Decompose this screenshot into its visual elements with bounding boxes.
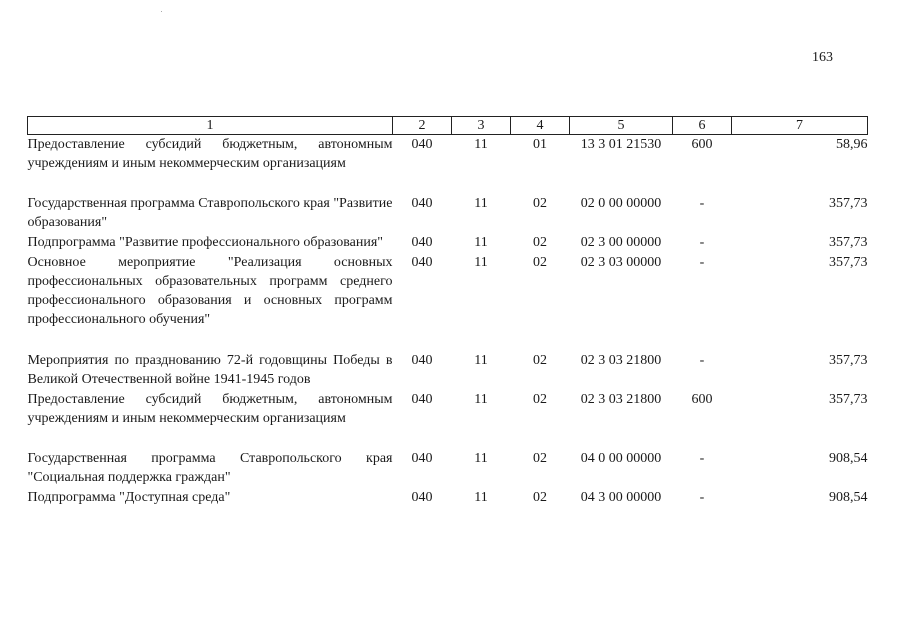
- table-row: [28, 253, 868, 351]
- row-col-2: 040: [411, 255, 433, 270]
- table-row: [28, 351, 868, 390]
- row-col-6: -: [699, 353, 705, 368]
- header-col-7: 7: [732, 117, 868, 135]
- row-col-5: 04 0 00 00000: [580, 451, 662, 466]
- row-col-6: -: [699, 235, 705, 250]
- row-col-3: 11: [474, 451, 488, 466]
- row-col-5: 02 3 03 00000: [580, 255, 662, 270]
- row-col-3: 11: [474, 235, 488, 250]
- row-col-5: 02 3 00 00000: [580, 235, 662, 250]
- row-col-3: 11: [474, 137, 488, 152]
- row-col-3: 11: [474, 490, 488, 505]
- row-col-3: 11: [474, 353, 488, 368]
- row-col-3: 11: [474, 255, 488, 270]
- row-amount: 357,73: [829, 255, 868, 270]
- row-amount: 357,73: [829, 392, 868, 407]
- row-col-4: 02: [533, 235, 547, 250]
- row-name: Государственная программа Ставропольского края "Развитие образования": [27, 196, 393, 230]
- row-col-2: 040: [411, 353, 433, 368]
- row-col-2: 040: [411, 196, 433, 211]
- row-col-2: 040: [411, 235, 433, 250]
- row-name: Предоставление субсидий бюджетным, автономным учреждениям и иным некоммерческим организациям: [27, 137, 393, 171]
- row-col-5: 04 3 00 00000: [580, 490, 662, 505]
- row-name: Мероприятия по празднованию 72-й годовщины Победы в Великой Отечественной войне 1941-1945 годов: [27, 353, 393, 387]
- row-col-6: 600: [691, 392, 713, 407]
- row-col-5: 13 3 01 21530: [580, 137, 662, 152]
- row-col-5: 02 3 03 21800: [580, 392, 662, 407]
- header-col-6: 6: [673, 117, 732, 135]
- header-col-5: 5: [570, 117, 673, 135]
- header-col-2: 2: [393, 117, 452, 135]
- scan-speck: [161, 11, 162, 12]
- row-col-2: 040: [411, 392, 433, 407]
- row-col-4: 01: [533, 137, 547, 152]
- row-col-3: 11: [474, 196, 488, 211]
- row-col-6: -: [699, 451, 705, 466]
- row-amount: 908,54: [829, 451, 868, 466]
- row-col-2: 040: [411, 137, 433, 152]
- row-col-4: 02: [533, 451, 547, 466]
- row-col-6: -: [699, 196, 705, 211]
- table-row: [28, 488, 868, 507]
- row-col-6: -: [699, 490, 705, 505]
- row-col-6: -: [699, 255, 705, 270]
- table-row: [28, 135, 868, 195]
- row-col-4: 02: [533, 255, 547, 270]
- row-name: Подпрограмма "Развитие профессионального образования": [27, 235, 383, 250]
- row-col-4: 02: [533, 196, 547, 211]
- table-row: [28, 390, 868, 449]
- page-number: 163: [812, 50, 833, 65]
- row-amount: 357,73: [829, 196, 868, 211]
- table-row: [28, 449, 868, 488]
- header-col-3: 3: [452, 117, 511, 135]
- row-name: Государственная программа Ставропольского края "Социальная поддержка граждан": [27, 451, 393, 485]
- row-col-4: 02: [533, 353, 547, 368]
- row-name: Предоставление субсидий бюджетным, автономным учреждениям и иным некоммерческим организациям: [27, 392, 393, 426]
- row-col-2: 040: [411, 490, 433, 505]
- row-col-5: 02 3 03 21800: [580, 353, 662, 368]
- row-name: Подпрограмма "Доступная среда": [27, 490, 231, 505]
- header-col-1: 1: [28, 117, 393, 135]
- table-row: [28, 233, 868, 253]
- row-amount: 357,73: [829, 353, 868, 368]
- header-row: [28, 117, 868, 135]
- row-col-2: 040: [411, 451, 433, 466]
- header-col-4: 4: [511, 117, 570, 135]
- row-col-3: 11: [474, 392, 488, 407]
- row-amount: 357,73: [829, 235, 868, 250]
- row-amount: 58,96: [836, 137, 868, 152]
- row-name: Основное мероприятие "Реализация основных профессиональных образовательных программ среднего профессионального образования и основных программ профессионального обучения": [27, 255, 393, 327]
- row-amount: 908,54: [829, 490, 868, 505]
- row-col-4: 02: [533, 392, 547, 407]
- table-row: [28, 194, 868, 233]
- budget-table: [27, 116, 868, 507]
- row-col-5: 02 0 00 00000: [580, 196, 662, 211]
- row-col-6: 600: [691, 137, 713, 152]
- row-col-4: 02: [533, 490, 547, 505]
